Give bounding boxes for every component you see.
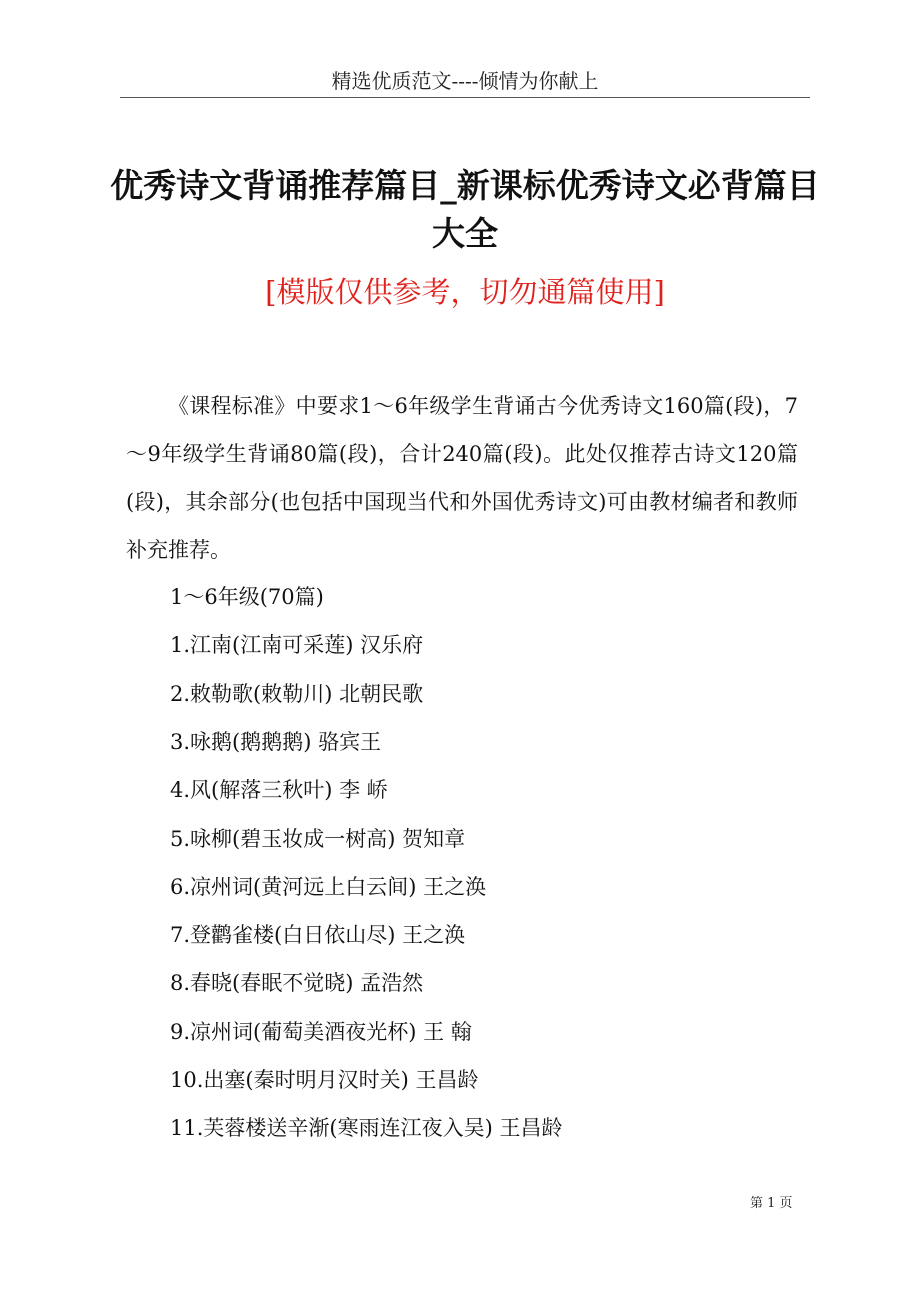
list-item: 6.凉州词(黄河远上白云间) 王之涣 (170, 875, 487, 899)
list-item: 4.风(解落三秋叶) 李 峤 (170, 778, 388, 802)
document-title: 优秀诗文背诵推荐篇目_新课标优秀诗文必背篇目大全 (110, 166, 820, 253)
list-item: 8.春晓(春眠不觉晓) 孟浩然 (170, 971, 424, 995)
page-header: 精选优质范文----倾情为你献上 (331, 69, 599, 93)
list-item: 11.芙蓉楼送辛渐(寒雨连江夜入吴) 王昌龄 (170, 1116, 563, 1140)
list-item: 10.出塞(秦时明月汉时关) 王昌龄 (170, 1068, 479, 1092)
list-item: 2.敕勒歌(敕勒川) 北朝民歌 (170, 682, 424, 706)
list-item: 1.江南(江南可采莲) 汉乐府 (170, 633, 424, 657)
intro-paragraph: 《课程标准》中要求1～6年级学生背诵古今优秀诗文160篇(段)，7～9年级学生背诵80篇(段)，合计240篇(段)。此处仅推荐古诗文120篇(段)，其余部分(也包括中国现当代和外国优秀诗文)可由教材编者和教师补充推荐。 (126, 394, 798, 562)
list-item: 5.咏柳(碧玉妆成一树高) 贺知章 (170, 827, 466, 851)
list-item: 7.登鹳雀楼(白日依山尽) 王之涣 (170, 923, 466, 947)
list-item: 9.凉州词(葡萄美酒夜光杯) 王 翰 (170, 1020, 472, 1044)
template-notice: [模版仅供参考，切勿通篇使用] (265, 275, 665, 309)
header-divider (120, 97, 810, 98)
page-number: 第 1 页 (750, 1196, 793, 1211)
section-heading: 1～6年级(70篇) (170, 585, 324, 609)
list-item: 3.咏鹅(鹅鹅鹅) 骆宾王 (170, 730, 382, 754)
